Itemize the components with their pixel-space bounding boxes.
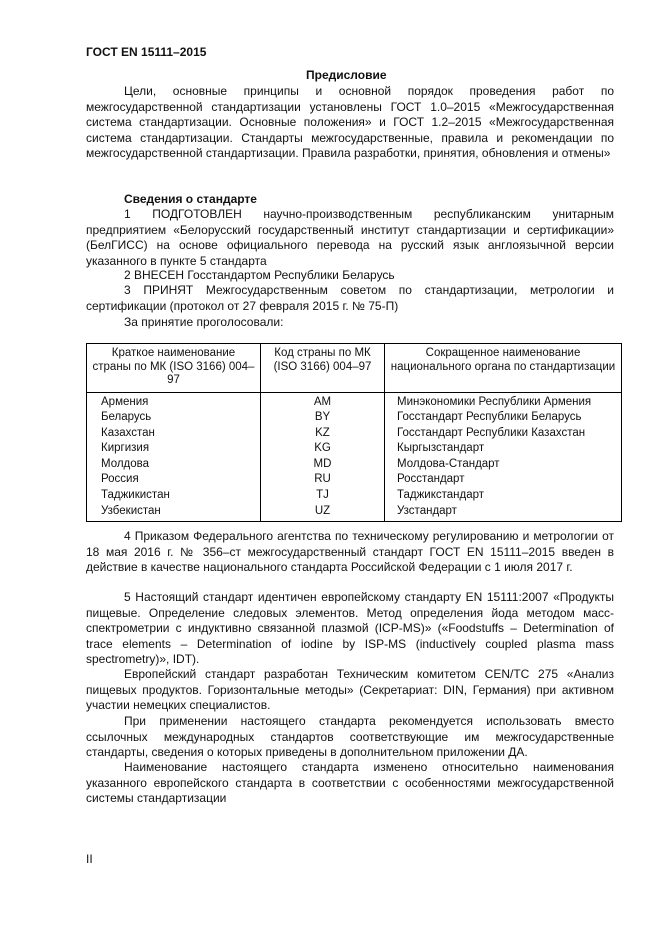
- table-row: [87, 410, 622, 426]
- standards-body: Госстандарт Республики Беларусь: [385, 410, 622, 426]
- country-code: RU: [261, 472, 385, 488]
- foreword-paragraph: Цели, основные принципы и основной порядок проведения работ по межгосударственной стандартизации установлены ГОСТ 1.0–2015 «Межгосударственная система стандартизации. Основные положения» и ГОСТ 1.2–2015 «Межгосударственная система стандартизации. Стандарты межгосударственные, правила и рекомендации по межгосударственной стандартизации. Правила разработки, принятия, обновления и отмены»: [86, 84, 614, 161]
- info-item-3: 3 ПРИНЯТ Межгосударственным советом по стандартизации, метрологии и сертификации (протокол от 27 февраля 2015 г. № 75-П): [86, 283, 614, 313]
- country-name: Таджикистан: [87, 488, 261, 504]
- standards-body: Таджикстандарт: [385, 488, 622, 504]
- voted-label: За принятие проголосовали:: [124, 315, 284, 329]
- country-code: UZ: [261, 504, 385, 522]
- table-row: [87, 457, 622, 473]
- standards-body: Кыргызстандарт: [385, 441, 622, 457]
- document-header-standard-id: ГОСТ EN 15111–2015: [86, 45, 207, 59]
- table-header-row: [87, 344, 622, 393]
- country-name: Беларусь: [87, 410, 261, 426]
- standard-info-title: Сведения о стандарте: [124, 192, 257, 206]
- table-row: [87, 426, 622, 442]
- country-code: MD: [261, 457, 385, 473]
- country-code: AM: [261, 392, 385, 410]
- standards-body: Росстандарт: [385, 472, 622, 488]
- country-name: Казахстан: [87, 426, 261, 442]
- table-row: [87, 488, 622, 504]
- standards-body: Госстандарт Республики Казахстан: [385, 426, 622, 442]
- info-item-4: 4 Приказом Федерального агентства по техническому регулированию и метрологии от 18 мая 2016 г. № 356–ст межгосударственный стандарт ГОСТ EN 15111–2015 введен в действие в качестве национального стандарта Российской Федерации с 1 июля 2017 г.: [86, 529, 614, 575]
- country-code: KG: [261, 441, 385, 457]
- table-row: [87, 504, 622, 522]
- country-name: Россия: [87, 472, 261, 488]
- cen-committee-paragraph: Европейский стандарт разработан Техническим комитетом CEN/TC 275 «Анализ пищевых продуктов. Горизонтальные методы» (Секретариат: DIN, Германия) при активном участии немецких специалистов.: [86, 667, 614, 713]
- table-row: [87, 392, 622, 410]
- standards-body: Узстандарт: [385, 504, 622, 522]
- column-header-body: Сокращенное наименование национального органа по стандартизации: [385, 344, 622, 393]
- country-code: KZ: [261, 426, 385, 442]
- country-name: Армения: [87, 392, 261, 410]
- table-row: [87, 441, 622, 457]
- column-header-code: Код страны по МК (ISO 3166) 004–97: [261, 344, 385, 393]
- foreword-title: Предисловие: [306, 68, 387, 82]
- title-change-paragraph: Наименование настоящего стандарта изменено относительно наименования указанного европейского стандарта в соответствии с особенностями межгосударственной системы стандартизации: [86, 760, 614, 806]
- info-item-2: 2 ВНЕСЕН Госстандартом Республики Беларусь: [124, 268, 395, 282]
- country-name: Узбекистан: [87, 504, 261, 522]
- country-name: Киргизия: [87, 441, 261, 457]
- voting-states-table: [86, 343, 622, 522]
- info-item-1: 1 ПОДГОТОВЛЕН научно-производственным республиканским унитарным предприятием «Белорусский государственный институт стандартизации и сертификации» (БелГИСС) на основе официального перевода на русский язык англоязычной версии указанного в пункте 5 стандарта: [86, 207, 614, 268]
- country-code: TJ: [261, 488, 385, 504]
- country-code: BY: [261, 410, 385, 426]
- column-header-country: Краткое наименование страны по МК (ISO 3166) 004–97: [87, 344, 261, 393]
- table-row: [87, 472, 622, 488]
- standards-body: Минэкономики Республики Армения: [385, 392, 622, 410]
- references-paragraph: При применении настоящего стандарта рекомендуется использовать вместо ссылочных международных стандартов соответствующие им межгосударственные стандарты, сведения о которых приведены в дополнительном приложении ДА.: [86, 714, 614, 760]
- country-name: Молдова: [87, 457, 261, 473]
- standards-body: Молдова-Стандарт: [385, 457, 622, 473]
- info-item-5: 5 Настоящий стандарт идентичен европейскому стандарту EN 15111:2007 «Продукты пищевые. Определение следовых элементов. Метод определения йода методом масс-спектрометрии с индуктивно связанной плазмой (ICP-MS)» («Foodstuffs – Determination of trace elements – Determination of iodine by ISP-MS (inductively coupled plasma mass spectrometry)», IDT).: [86, 590, 614, 667]
- page-number: II: [86, 852, 93, 866]
